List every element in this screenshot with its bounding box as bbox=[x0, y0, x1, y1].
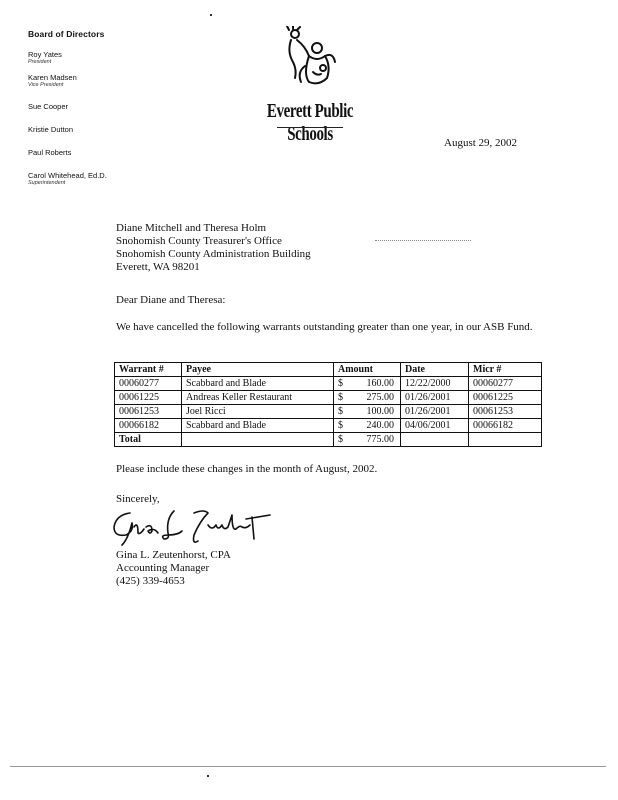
currency-symbol: $ bbox=[338, 419, 343, 431]
amount-cell bbox=[334, 405, 401, 419]
table-row bbox=[115, 391, 542, 405]
address-line: Everett, WA 98201 bbox=[116, 261, 200, 273]
micr-cell: 00060277 bbox=[469, 377, 542, 391]
member-name: Roy Yates bbox=[28, 50, 62, 59]
logo-wordmark: Everett Public Schools bbox=[266, 101, 354, 146]
member-name: Carol Whitehead, Ed.D. bbox=[28, 171, 107, 180]
recipient-address bbox=[116, 222, 556, 274]
amount-cell bbox=[334, 419, 401, 433]
total-row bbox=[115, 433, 542, 447]
signer-phone: (425) 339-4653 bbox=[116, 575, 185, 587]
signer-name: Gina L. Zeutenhorst, CPA bbox=[116, 549, 231, 561]
header-date: Date bbox=[401, 363, 469, 377]
board-member bbox=[28, 50, 148, 65]
date-cell: 01/26/2001 bbox=[401, 391, 469, 405]
member-role: Vice President bbox=[28, 82, 64, 88]
board-of-directors bbox=[28, 29, 148, 194]
sincerely: Sincerely, bbox=[116, 493, 160, 505]
payee-cell: Joel Ricci bbox=[182, 405, 334, 419]
currency-symbol: $ bbox=[338, 405, 343, 417]
micr-cell: 00061253 bbox=[469, 405, 542, 419]
board-member bbox=[28, 73, 148, 88]
table-row bbox=[115, 405, 542, 419]
payee-cell: Scabbard and Blade bbox=[182, 419, 334, 433]
table-header-row bbox=[115, 363, 542, 377]
letter-date: August 29, 2002 bbox=[444, 137, 518, 149]
salutation: Dear Diane and Theresa: bbox=[116, 294, 226, 306]
board-member bbox=[28, 125, 148, 134]
header-warrant: Warrant # bbox=[115, 363, 182, 377]
footer-rule bbox=[10, 766, 606, 767]
district-logo bbox=[255, 26, 365, 146]
member-name: Sue Cooper bbox=[28, 102, 69, 111]
letter-body: We have cancelled the following warrants outstanding greater than one year, in our ASB Fund. bbox=[116, 321, 533, 333]
date-cell: 04/06/2001 bbox=[401, 419, 469, 433]
table-row bbox=[115, 419, 542, 433]
currency-symbol: $ bbox=[338, 377, 343, 389]
warrant-cell: 00066182 bbox=[115, 419, 182, 433]
member-name: Karen Madsen bbox=[28, 73, 77, 82]
member-name: Paul Roberts bbox=[28, 148, 72, 157]
payee-cell: Scabbard and Blade bbox=[182, 377, 334, 391]
warrants-table bbox=[114, 362, 542, 447]
scan-artifact-line bbox=[375, 240, 471, 241]
header-amount: Amount bbox=[334, 363, 401, 377]
handwritten-signature bbox=[108, 505, 278, 551]
table-row bbox=[115, 377, 542, 391]
member-name: Kristie Dutton bbox=[28, 125, 74, 134]
board-member bbox=[28, 171, 148, 186]
empty-cell bbox=[469, 433, 542, 447]
address-line: Snohomish County Administration Building bbox=[116, 248, 311, 260]
warrant-cell: 00061225 bbox=[115, 391, 182, 405]
warrant-cell: 00060277 bbox=[115, 377, 182, 391]
children-logo-icon bbox=[283, 26, 339, 92]
member-role: Superintendent bbox=[28, 180, 66, 186]
total-amount-cell bbox=[334, 433, 401, 447]
micr-cell: 00066182 bbox=[469, 419, 542, 433]
currency-symbol: $ bbox=[338, 391, 343, 403]
signer-title: Accounting Manager bbox=[116, 562, 210, 574]
date-cell: 12/22/2000 bbox=[401, 377, 469, 391]
logo-underline bbox=[277, 127, 343, 128]
empty-cell bbox=[401, 433, 469, 447]
amount-value: 160.00 bbox=[366, 377, 394, 389]
payee-cell: Andreas Keller Restaurant bbox=[182, 391, 334, 405]
amount-cell bbox=[334, 377, 401, 391]
scan-speck bbox=[207, 775, 209, 777]
total-amount: 775.00 bbox=[366, 433, 394, 445]
board-member bbox=[28, 148, 148, 157]
closing-note: Please include these changes in the month of August, 2002. bbox=[116, 463, 378, 475]
scan-speck bbox=[210, 14, 212, 16]
signature-block bbox=[116, 549, 556, 588]
empty-cell bbox=[182, 433, 334, 447]
amount-value: 100.00 bbox=[366, 405, 394, 417]
address-line: Diane Mitchell and Theresa Holm bbox=[116, 222, 267, 234]
member-role: President bbox=[28, 59, 52, 65]
warrant-cell: 00061253 bbox=[115, 405, 182, 419]
board-title: Board of Directors bbox=[28, 29, 105, 39]
header-payee: Payee bbox=[182, 363, 334, 377]
date-cell: 01/26/2001 bbox=[401, 405, 469, 419]
board-member bbox=[28, 102, 148, 111]
total-label: Total bbox=[115, 433, 182, 447]
header-micr: Micr # bbox=[469, 363, 542, 377]
micr-cell: 00061225 bbox=[469, 391, 542, 405]
address-line: Snohomish County Treasurer's Office bbox=[116, 235, 282, 247]
amount-value: 240.00 bbox=[366, 419, 394, 431]
amount-cell bbox=[334, 391, 401, 405]
currency-symbol: $ bbox=[338, 433, 343, 445]
amount-value: 275.00 bbox=[366, 391, 394, 403]
